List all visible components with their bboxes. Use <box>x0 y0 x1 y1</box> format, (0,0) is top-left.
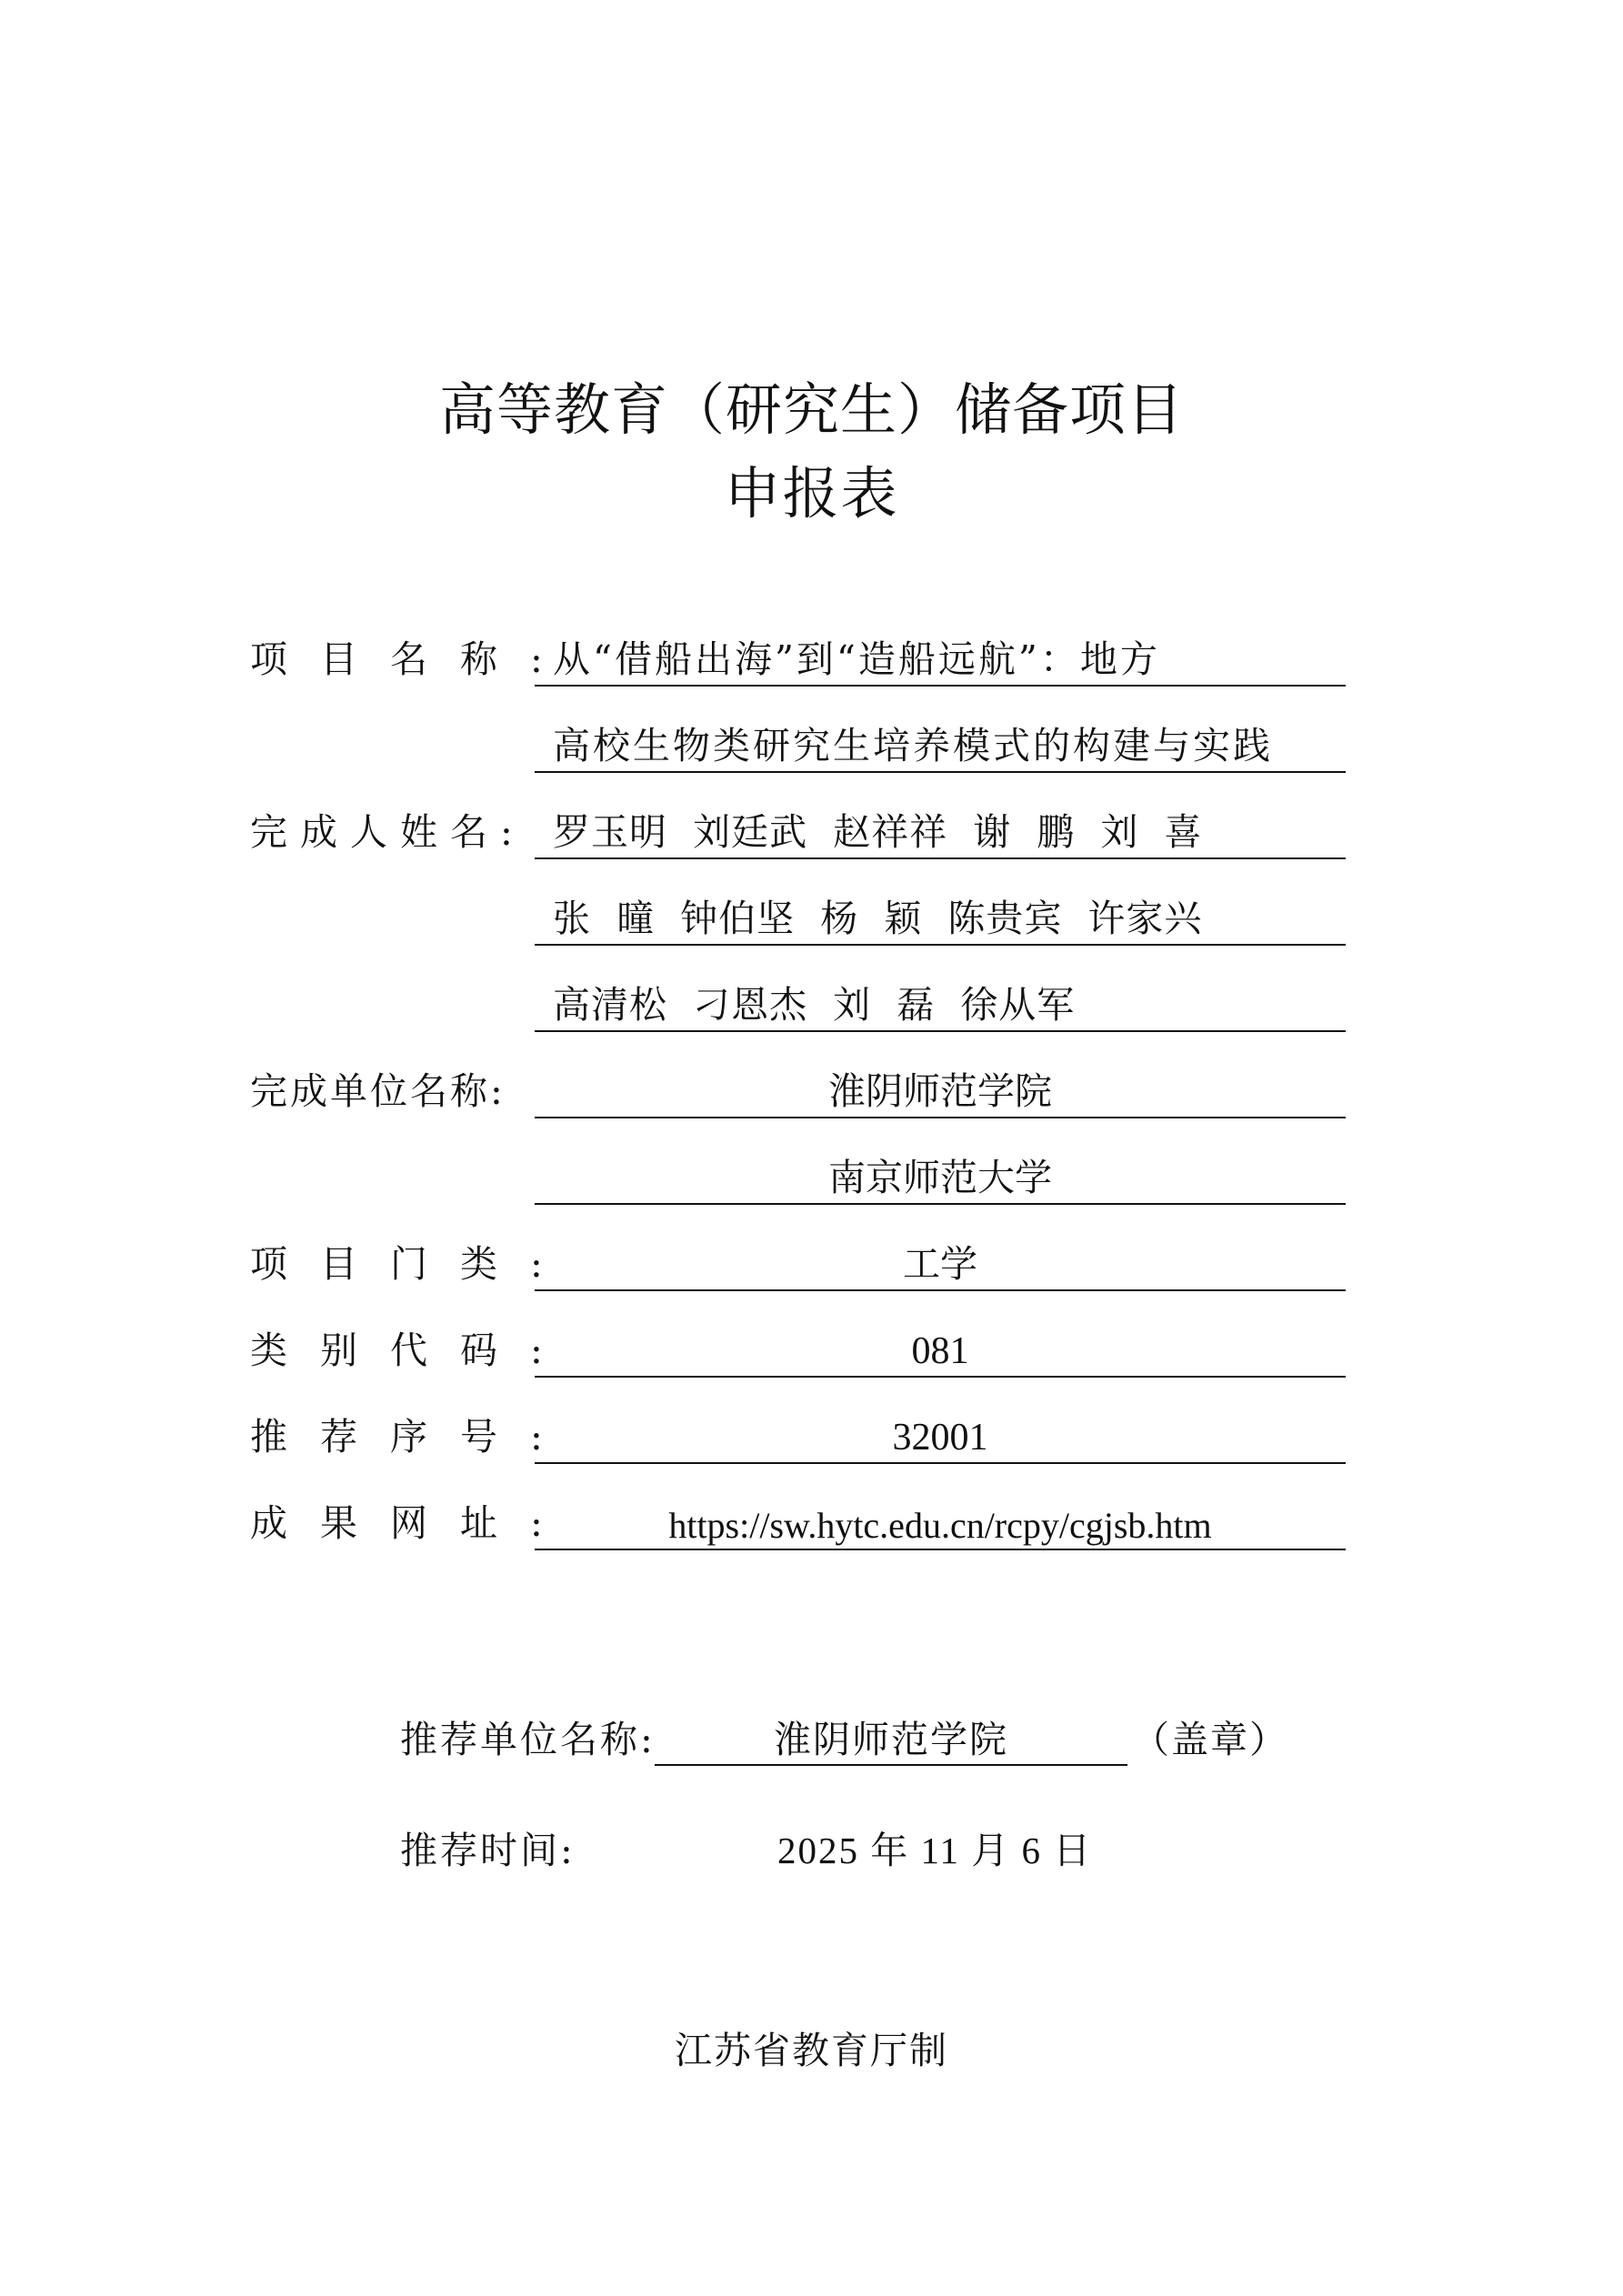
completers-line3: 高清松 刁恩杰 刘 磊 徐从军 <box>553 983 1076 1027</box>
unit-2: 南京师范大学 <box>828 1156 1052 1199</box>
category-code-underline <box>535 1376 1346 1378</box>
recommend-unit-value: 淮阴师范学院 <box>774 1718 1008 1761</box>
completers-underline-3 <box>535 1030 1346 1032</box>
completers-underline-2 <box>535 944 1346 946</box>
recommend-unit-label: 推荐单位名称: <box>400 1718 656 1761</box>
category-code-value: 081 <box>911 1330 969 1372</box>
project-name-underline-1 <box>535 685 1346 687</box>
result-url-underline <box>535 1549 1346 1550</box>
recommend-date: 2025 年 11 月 6 日 <box>777 1830 1093 1871</box>
recommend-no-label: 推荐序号: <box>250 1415 543 1459</box>
completers-underline-1 <box>535 857 1346 859</box>
recommend-time-label: 推荐时间: <box>400 1829 576 1872</box>
completers-label: 完成人姓名: <box>250 810 513 854</box>
result-url-value[interactable]: https://sw.hytc.edu.cn/rcpy/cgjsb.htm <box>668 1505 1212 1546</box>
category-code-label: 类别代码: <box>250 1328 543 1372</box>
project-name-line1: 从“借船出海”到“造船远航”：地方 <box>553 637 1160 681</box>
seal-note: （盖章） <box>1132 1718 1288 1761</box>
unit-1: 淮阴师范学院 <box>828 1069 1052 1113</box>
project-name-line2: 高校生物类研究生培养模式的构建与实践 <box>553 724 1273 767</box>
recommend-no-underline <box>535 1462 1346 1464</box>
project-name-underline-2 <box>535 771 1346 773</box>
units-label: 完成单位名称: <box>250 1069 503 1113</box>
form-title: 高等教育（研究生）储备项目 <box>438 376 1184 443</box>
category-underline <box>535 1289 1346 1291</box>
form-subtitle: 申报表 <box>724 460 899 526</box>
unit-underline-2 <box>535 1203 1346 1205</box>
category-value: 工学 <box>903 1242 977 1286</box>
unit-underline-1 <box>535 1117 1346 1118</box>
completers-line1: 罗玉明 刘廷武 赵祥祥 谢 鹏 刘 喜 <box>553 810 1203 854</box>
project-name-label: 项目名称: <box>250 637 543 681</box>
issuer-footer: 江苏省教育厅制 <box>675 2029 948 2072</box>
completers-line2: 张 曈 钟伯坚 杨 颖 陈贵宾 许家兴 <box>553 897 1203 940</box>
recommend-no-value: 32001 <box>892 1417 988 1459</box>
result-url-label: 成果网址: <box>250 1501 543 1545</box>
category-label: 项目门类: <box>250 1242 543 1286</box>
recommend-unit-underline <box>655 1764 1127 1766</box>
